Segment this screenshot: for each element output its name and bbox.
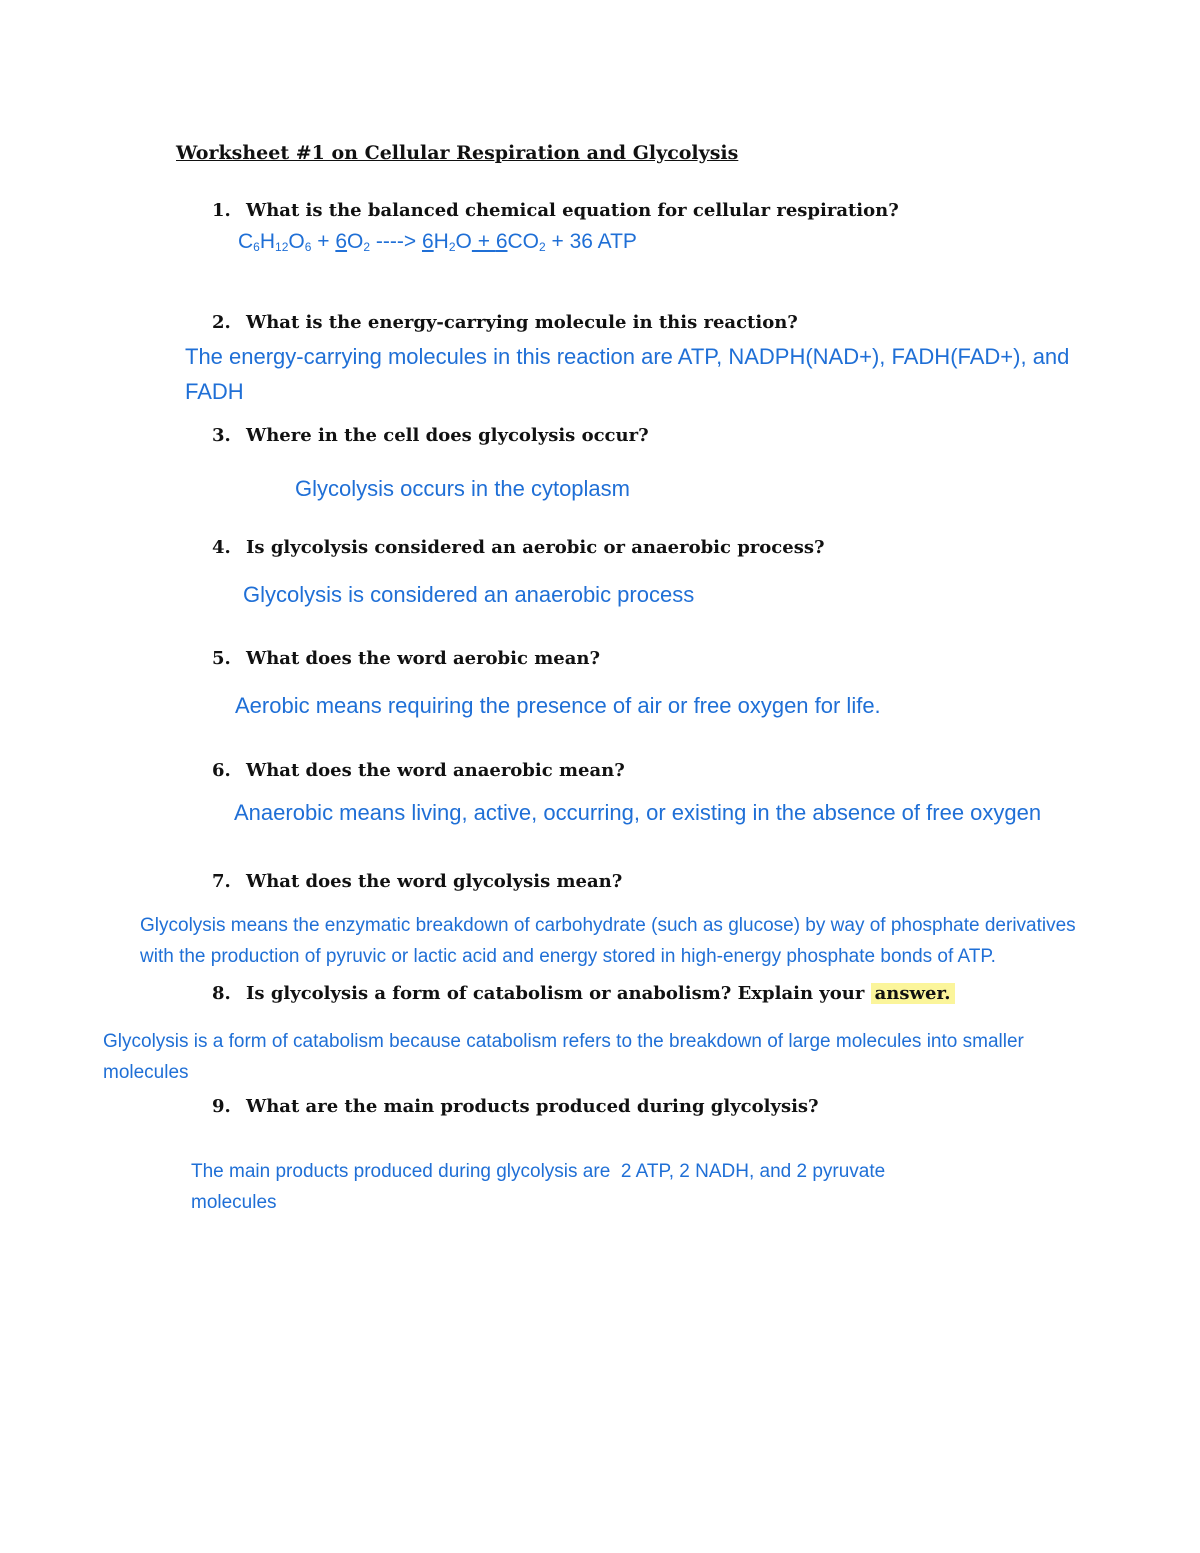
- answer-7-line-1: Glycolysis means the enzymatic breakdown of carbohydrate (such as glucose) by way of phosphate derivatives: [140, 915, 1076, 936]
- question-text: What does the word anaerobic mean?: [246, 760, 625, 781]
- answer-9-line-1: The main products produced during glycolysis are 2 ATP, 2 NADH, and 2 pyruvate: [191, 1161, 886, 1182]
- question-number: 8.: [212, 983, 231, 1004]
- question-text: What does the word aerobic mean?: [246, 648, 600, 669]
- question-text: Is glycolysis considered an aerobic or anaerobic process?: [246, 537, 825, 558]
- question-text: Is glycolysis a form of catabolism or anabolism? Explain your: [246, 983, 871, 1004]
- question-text: What is the balanced chemical equation for cellular respiration?: [246, 200, 899, 221]
- question-4: [212, 537, 825, 558]
- question-number: 1.: [212, 200, 231, 221]
- question-number: 7.: [212, 871, 231, 892]
- answer-3: Glycolysis occurs in the cytoplasm: [295, 476, 630, 501]
- question-text: What are the main products produced during glycolysis?: [246, 1096, 819, 1117]
- question-2: [212, 312, 798, 333]
- question-number: 2.: [212, 312, 231, 333]
- question-6: [212, 760, 625, 781]
- answer-2-line-1: The energy-carrying molecules in this reaction are ATP, NADPH(NAD+), FADH(FAD+), and: [185, 344, 1070, 369]
- question-number: 6.: [212, 760, 231, 781]
- answer-8-line-2: molecules: [103, 1062, 189, 1083]
- answer-5: Aerobic means requiring the presence of air or free oxygen for life.: [235, 693, 881, 718]
- answer-9-line-2: molecules: [191, 1192, 277, 1213]
- question-number: 4.: [212, 537, 231, 558]
- respiration-equation: $C_6H_{12}O_6 + 6O_2$ ----> $6H_2O + 6CO_2 + 36$ ATP: [238, 230, 637, 254]
- answer-8-line-1: Glycolysis is a form of catabolism because catabolism refers to the breakdown of large molecules into smaller: [103, 1031, 1024, 1052]
- question-3: [212, 425, 649, 446]
- question-7: [212, 871, 622, 892]
- question-number: 3.: [212, 425, 231, 446]
- highlighted-word: answer.: [871, 983, 955, 1004]
- question-number: 5.: [212, 648, 231, 669]
- question-8: [212, 983, 955, 1004]
- question-text: What does the word glycolysis mean?: [246, 871, 623, 892]
- question-text: What is the energy-carrying molecule in this reaction?: [246, 312, 798, 333]
- answer-4: Glycolysis is considered an anaerobic process: [243, 582, 695, 607]
- question-5: [212, 648, 600, 669]
- answer-6: Anaerobic means living, active, occurring, or existing in the absence of free oxygen: [234, 800, 1042, 825]
- question-9: [212, 1096, 819, 1117]
- answer-2-line-2: FADH: [185, 379, 244, 404]
- worksheet-title: Worksheet #1 on Cellular Respiration and Glycolysis: [176, 142, 739, 164]
- question-1: [212, 200, 899, 221]
- question-text: Where in the cell does glycolysis occur?: [246, 425, 649, 446]
- question-number: 9.: [212, 1096, 231, 1117]
- answer-7-line-2: with the production of pyruvic or lactic acid and energy stored in high-energy phosphate bonds of ATP.: [140, 946, 996, 967]
